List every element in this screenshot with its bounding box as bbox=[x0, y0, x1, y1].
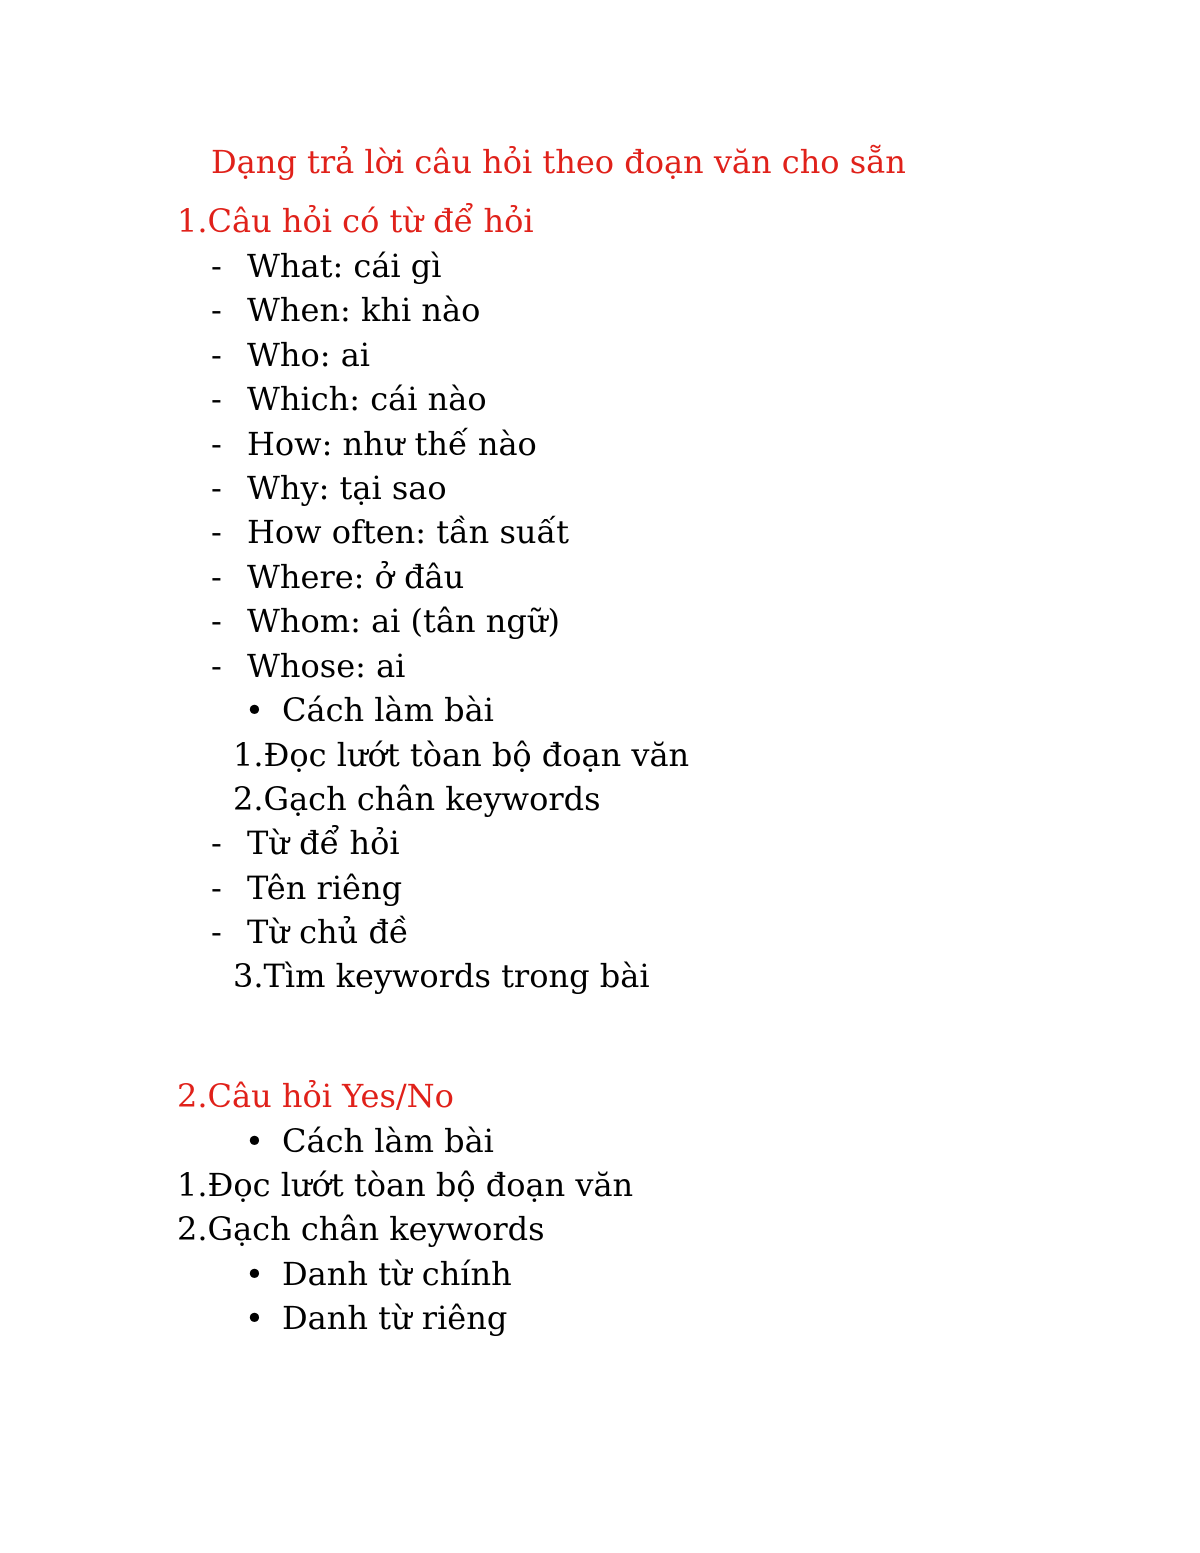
section-1-heading: 1.Câu hỏi có từ để hỏi bbox=[177, 202, 534, 240]
step-1: 1.Đọc lướt tòan bộ đoạn văn bbox=[177, 1166, 634, 1204]
step-3: 3.Tìm keywords trong bài bbox=[233, 957, 650, 995]
list-item: Whom: ai (tân ngữ) bbox=[247, 602, 560, 640]
dash-marker: - bbox=[211, 602, 222, 640]
list-item: Which: cái nào bbox=[247, 380, 487, 418]
method-bullet: Cách làm bài bbox=[282, 1122, 494, 1160]
list-item: Who: ai bbox=[247, 336, 371, 374]
dash-marker: - bbox=[211, 869, 222, 907]
dash-marker: - bbox=[211, 513, 222, 551]
dash-marker: - bbox=[211, 824, 222, 862]
list-item: When: khi nào bbox=[247, 291, 481, 329]
step-1: 1.Đọc lướt tòan bộ đoạn văn bbox=[233, 736, 690, 774]
dash-marker: - bbox=[211, 380, 222, 418]
list-item: Từ để hỏi bbox=[247, 824, 400, 862]
dash-marker: - bbox=[211, 647, 222, 685]
dash-marker: - bbox=[211, 469, 222, 507]
list-item: Where: ở đâu bbox=[247, 558, 465, 596]
dash-marker: - bbox=[211, 336, 222, 374]
section-2-heading: 2.Câu hỏi Yes/No bbox=[177, 1077, 454, 1115]
list-item: Từ chủ đề bbox=[247, 913, 409, 951]
bullet-marker: • bbox=[245, 691, 264, 729]
dash-marker: - bbox=[211, 558, 222, 596]
dash-marker: - bbox=[211, 291, 222, 329]
method-bullet: Cách làm bài bbox=[282, 691, 494, 729]
bullet-marker: • bbox=[245, 1122, 264, 1160]
document-title: Dạng trả lời câu hỏi theo đoạn văn cho sẵn bbox=[211, 143, 906, 181]
step-2: 2.Gạch chân keywords bbox=[177, 1210, 545, 1248]
list-item: Danh từ chính bbox=[282, 1255, 512, 1293]
step-2: 2.Gạch chân keywords bbox=[233, 780, 601, 818]
list-item: What: cái gì bbox=[247, 247, 442, 285]
bullet-marker: • bbox=[245, 1255, 264, 1293]
dash-marker: - bbox=[211, 425, 222, 463]
list-item: Whose: ai bbox=[247, 647, 406, 685]
list-item: Tên riêng bbox=[247, 869, 403, 907]
list-item: How: như thế nào bbox=[247, 425, 537, 463]
list-item: Why: tại sao bbox=[247, 469, 447, 507]
list-item: Danh từ riêng bbox=[282, 1299, 508, 1337]
dash-marker: - bbox=[211, 913, 222, 951]
list-item: How often: tần suất bbox=[247, 513, 569, 551]
bullet-marker: • bbox=[245, 1299, 264, 1337]
dash-marker: - bbox=[211, 247, 222, 285]
